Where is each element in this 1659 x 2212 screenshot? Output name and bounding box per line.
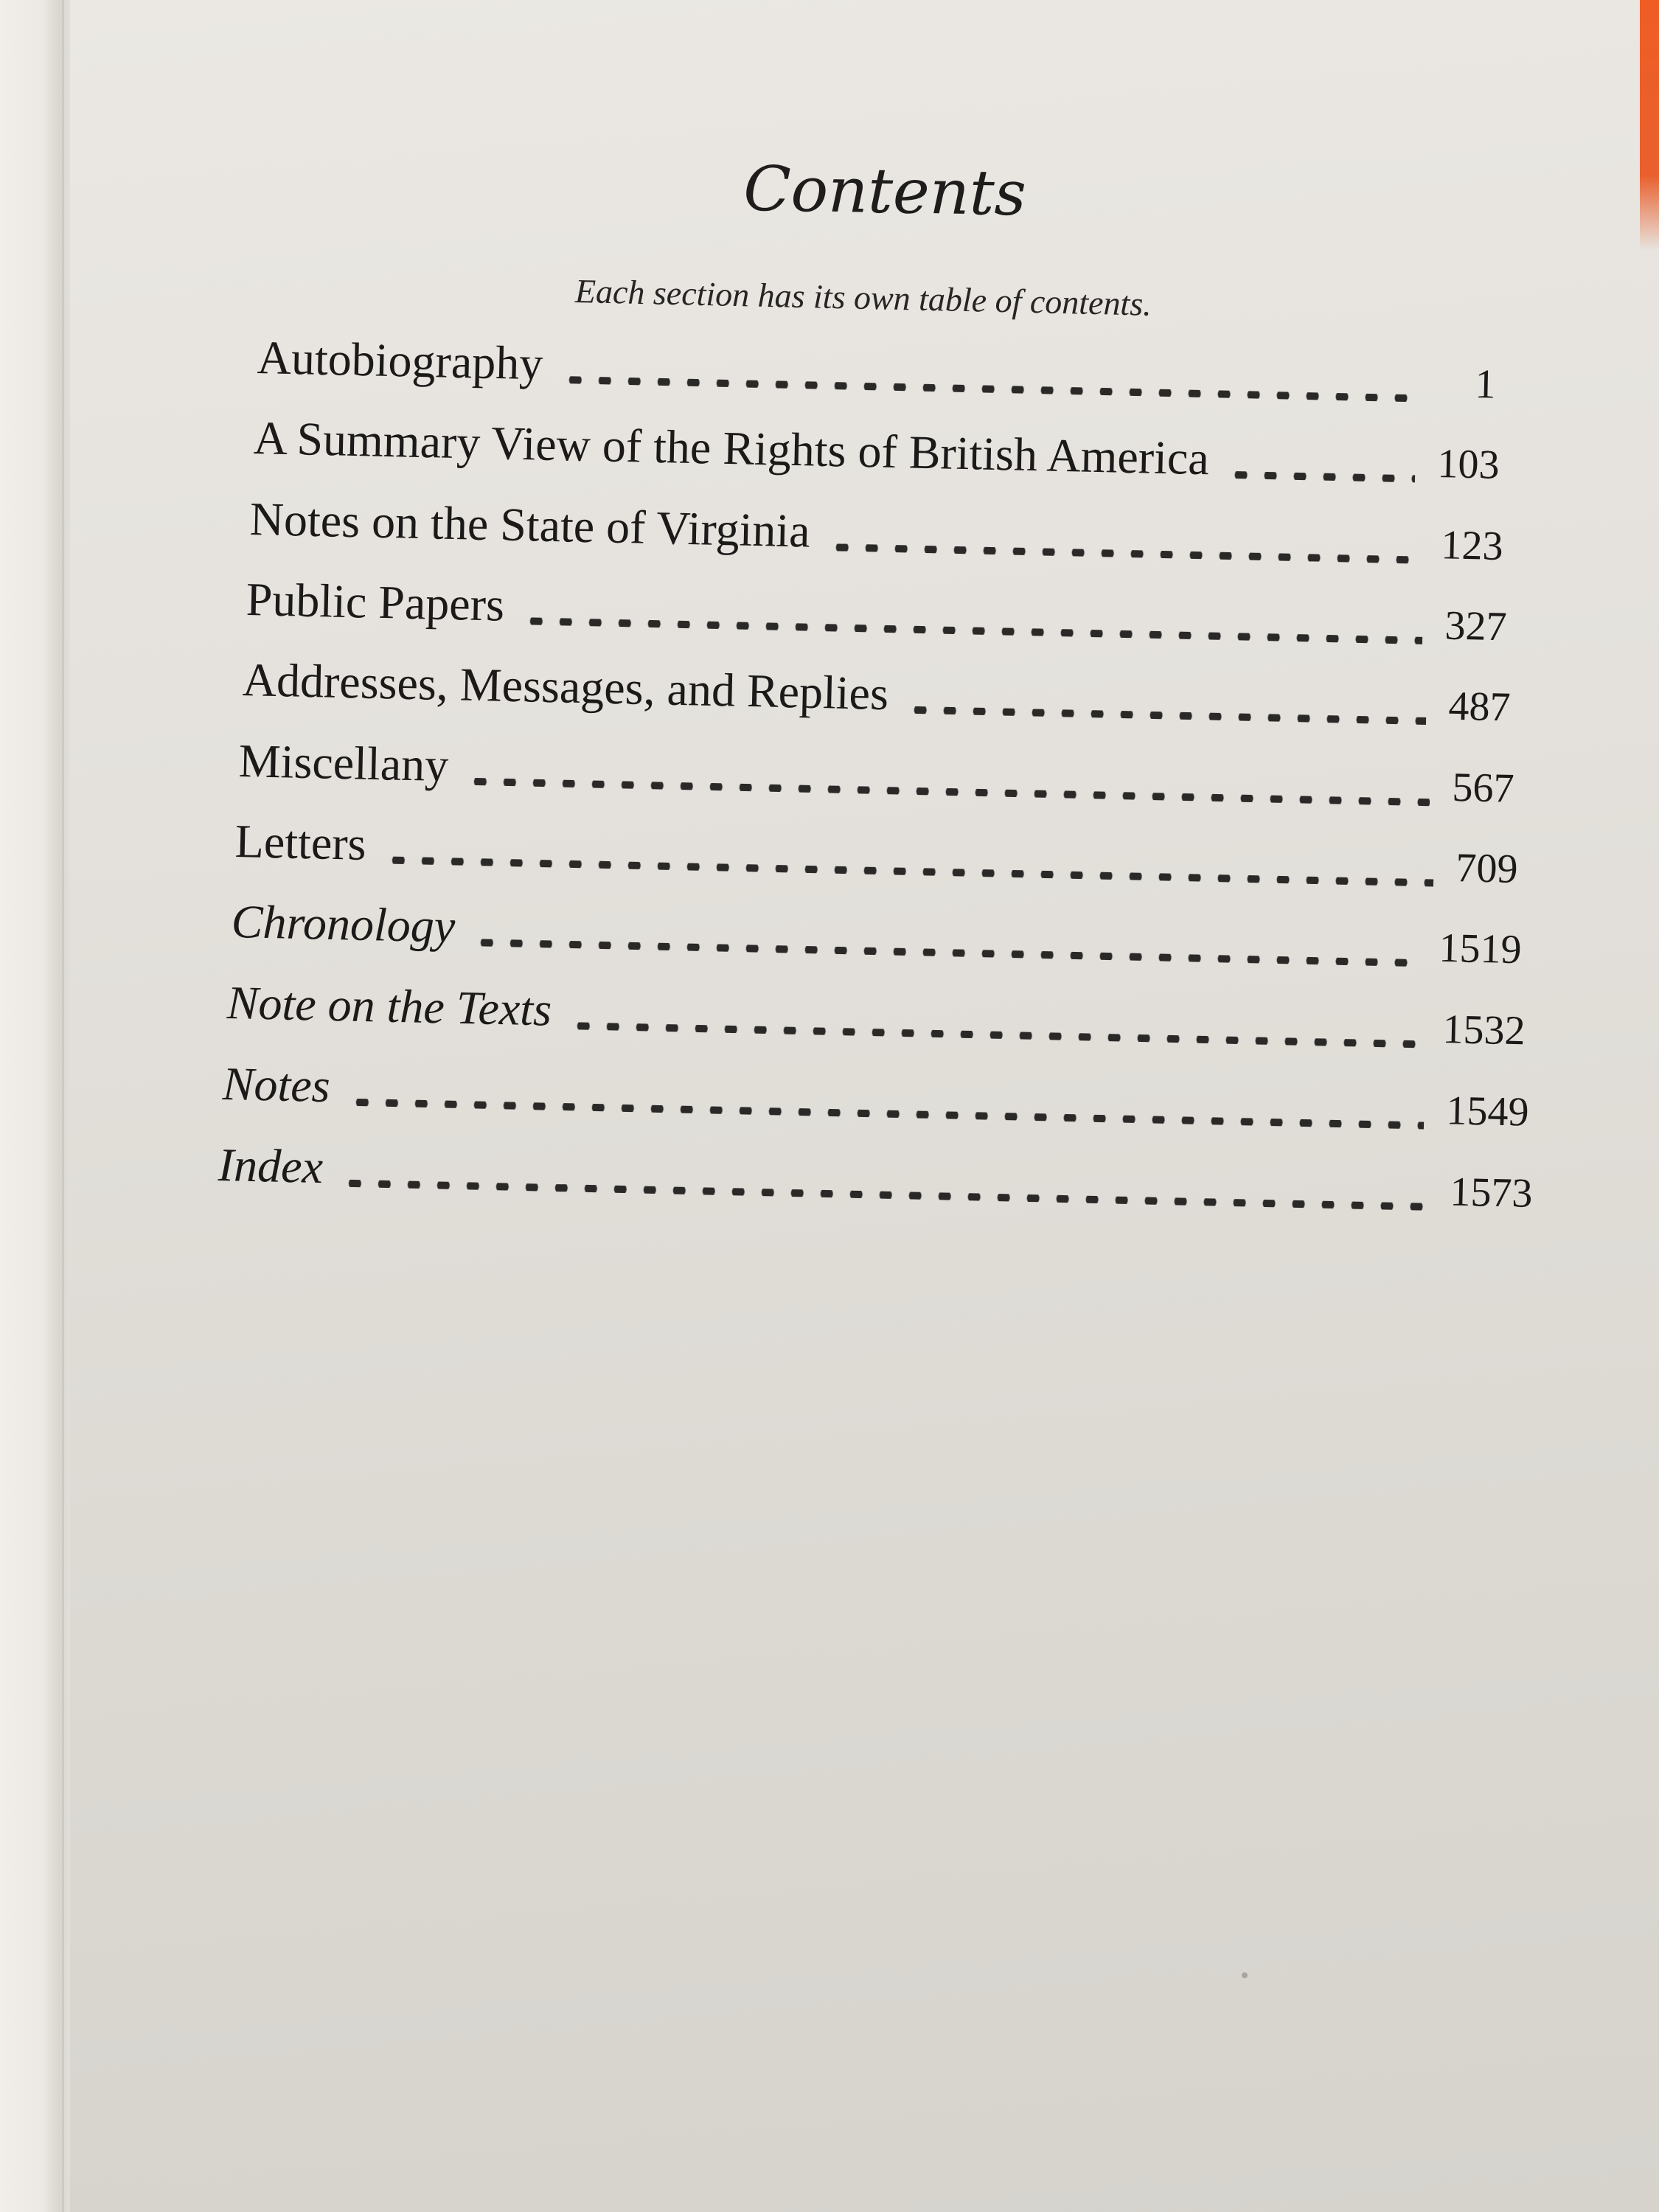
toc-entry-letters[interactable]: [234, 812, 1518, 899]
dot-leader: [560, 376, 1414, 402]
toc-entry-chronology[interactable]: [231, 892, 1522, 979]
toc-entry-page: 1573: [1449, 1169, 1534, 1217]
toc-entry-title: Addresses, Messages, and Replies: [242, 653, 889, 720]
toc-entry-title: Chronology: [231, 895, 456, 953]
toc-entry-title: Note on the Texts: [226, 976, 552, 1036]
dot-leader: [1226, 471, 1415, 483]
page-title: Contents: [742, 152, 1027, 230]
toc-entry-title: Index: [218, 1138, 324, 1194]
toc-entry-index[interactable]: [218, 1135, 1533, 1223]
toc-entry-addresses[interactable]: [242, 650, 1511, 737]
toc-entry-title: Public Papers: [246, 573, 505, 631]
toc-entry-page: 487: [1447, 683, 1512, 731]
toc-entry-title: Notes: [222, 1057, 331, 1113]
toc-entry-note-on-texts[interactable]: [226, 973, 1526, 1060]
dot-leader: [347, 1099, 1424, 1130]
dot-leader: [383, 856, 1433, 886]
toc-entry-title: Letters: [234, 815, 367, 870]
dot-leader: [473, 939, 1417, 967]
dot-leader: [827, 543, 1419, 563]
toc-entry-autobiography[interactable]: [257, 328, 1496, 414]
toc-entry-page: 709: [1455, 845, 1519, 892]
toc-entry-title: Miscellany: [238, 734, 449, 792]
toc-entry-page: 1549: [1445, 1088, 1530, 1135]
toc-entry-page: 567: [1451, 764, 1515, 812]
dot-leader: [521, 617, 1422, 644]
toc-entry-title: Autobiography: [257, 331, 544, 390]
toc-entry-page: 327: [1444, 602, 1508, 650]
toc-entry-page: 123: [1440, 522, 1504, 570]
toc-entry-notes[interactable]: [222, 1054, 1529, 1142]
toc-entry-title: Notes on the State of Virginia: [249, 493, 811, 557]
toc-entry-page: 1: [1474, 361, 1497, 408]
toc-entry-public-papers[interactable]: [246, 570, 1507, 656]
toc-entry-miscellany[interactable]: [238, 731, 1514, 818]
toc-entry-page: 103: [1436, 441, 1500, 488]
toc-entry-title: A Summary View of the Rights of British America: [253, 411, 1210, 485]
toc-entry-notes-virginia[interactable]: [249, 490, 1503, 576]
toc-entry-summary-view[interactable]: [253, 408, 1500, 495]
page-subtitle: Each section has its own table of contents.: [574, 272, 1152, 323]
dot-leader: [568, 1022, 1420, 1048]
dot-leader: [340, 1180, 1427, 1211]
toc-entry-page: 1532: [1441, 1006, 1526, 1054]
dot-leader: [466, 778, 1430, 807]
paper-speck: [1242, 1972, 1248, 1978]
toc-entry-page: 1519: [1438, 925, 1523, 973]
dot-leader: [905, 706, 1426, 725]
